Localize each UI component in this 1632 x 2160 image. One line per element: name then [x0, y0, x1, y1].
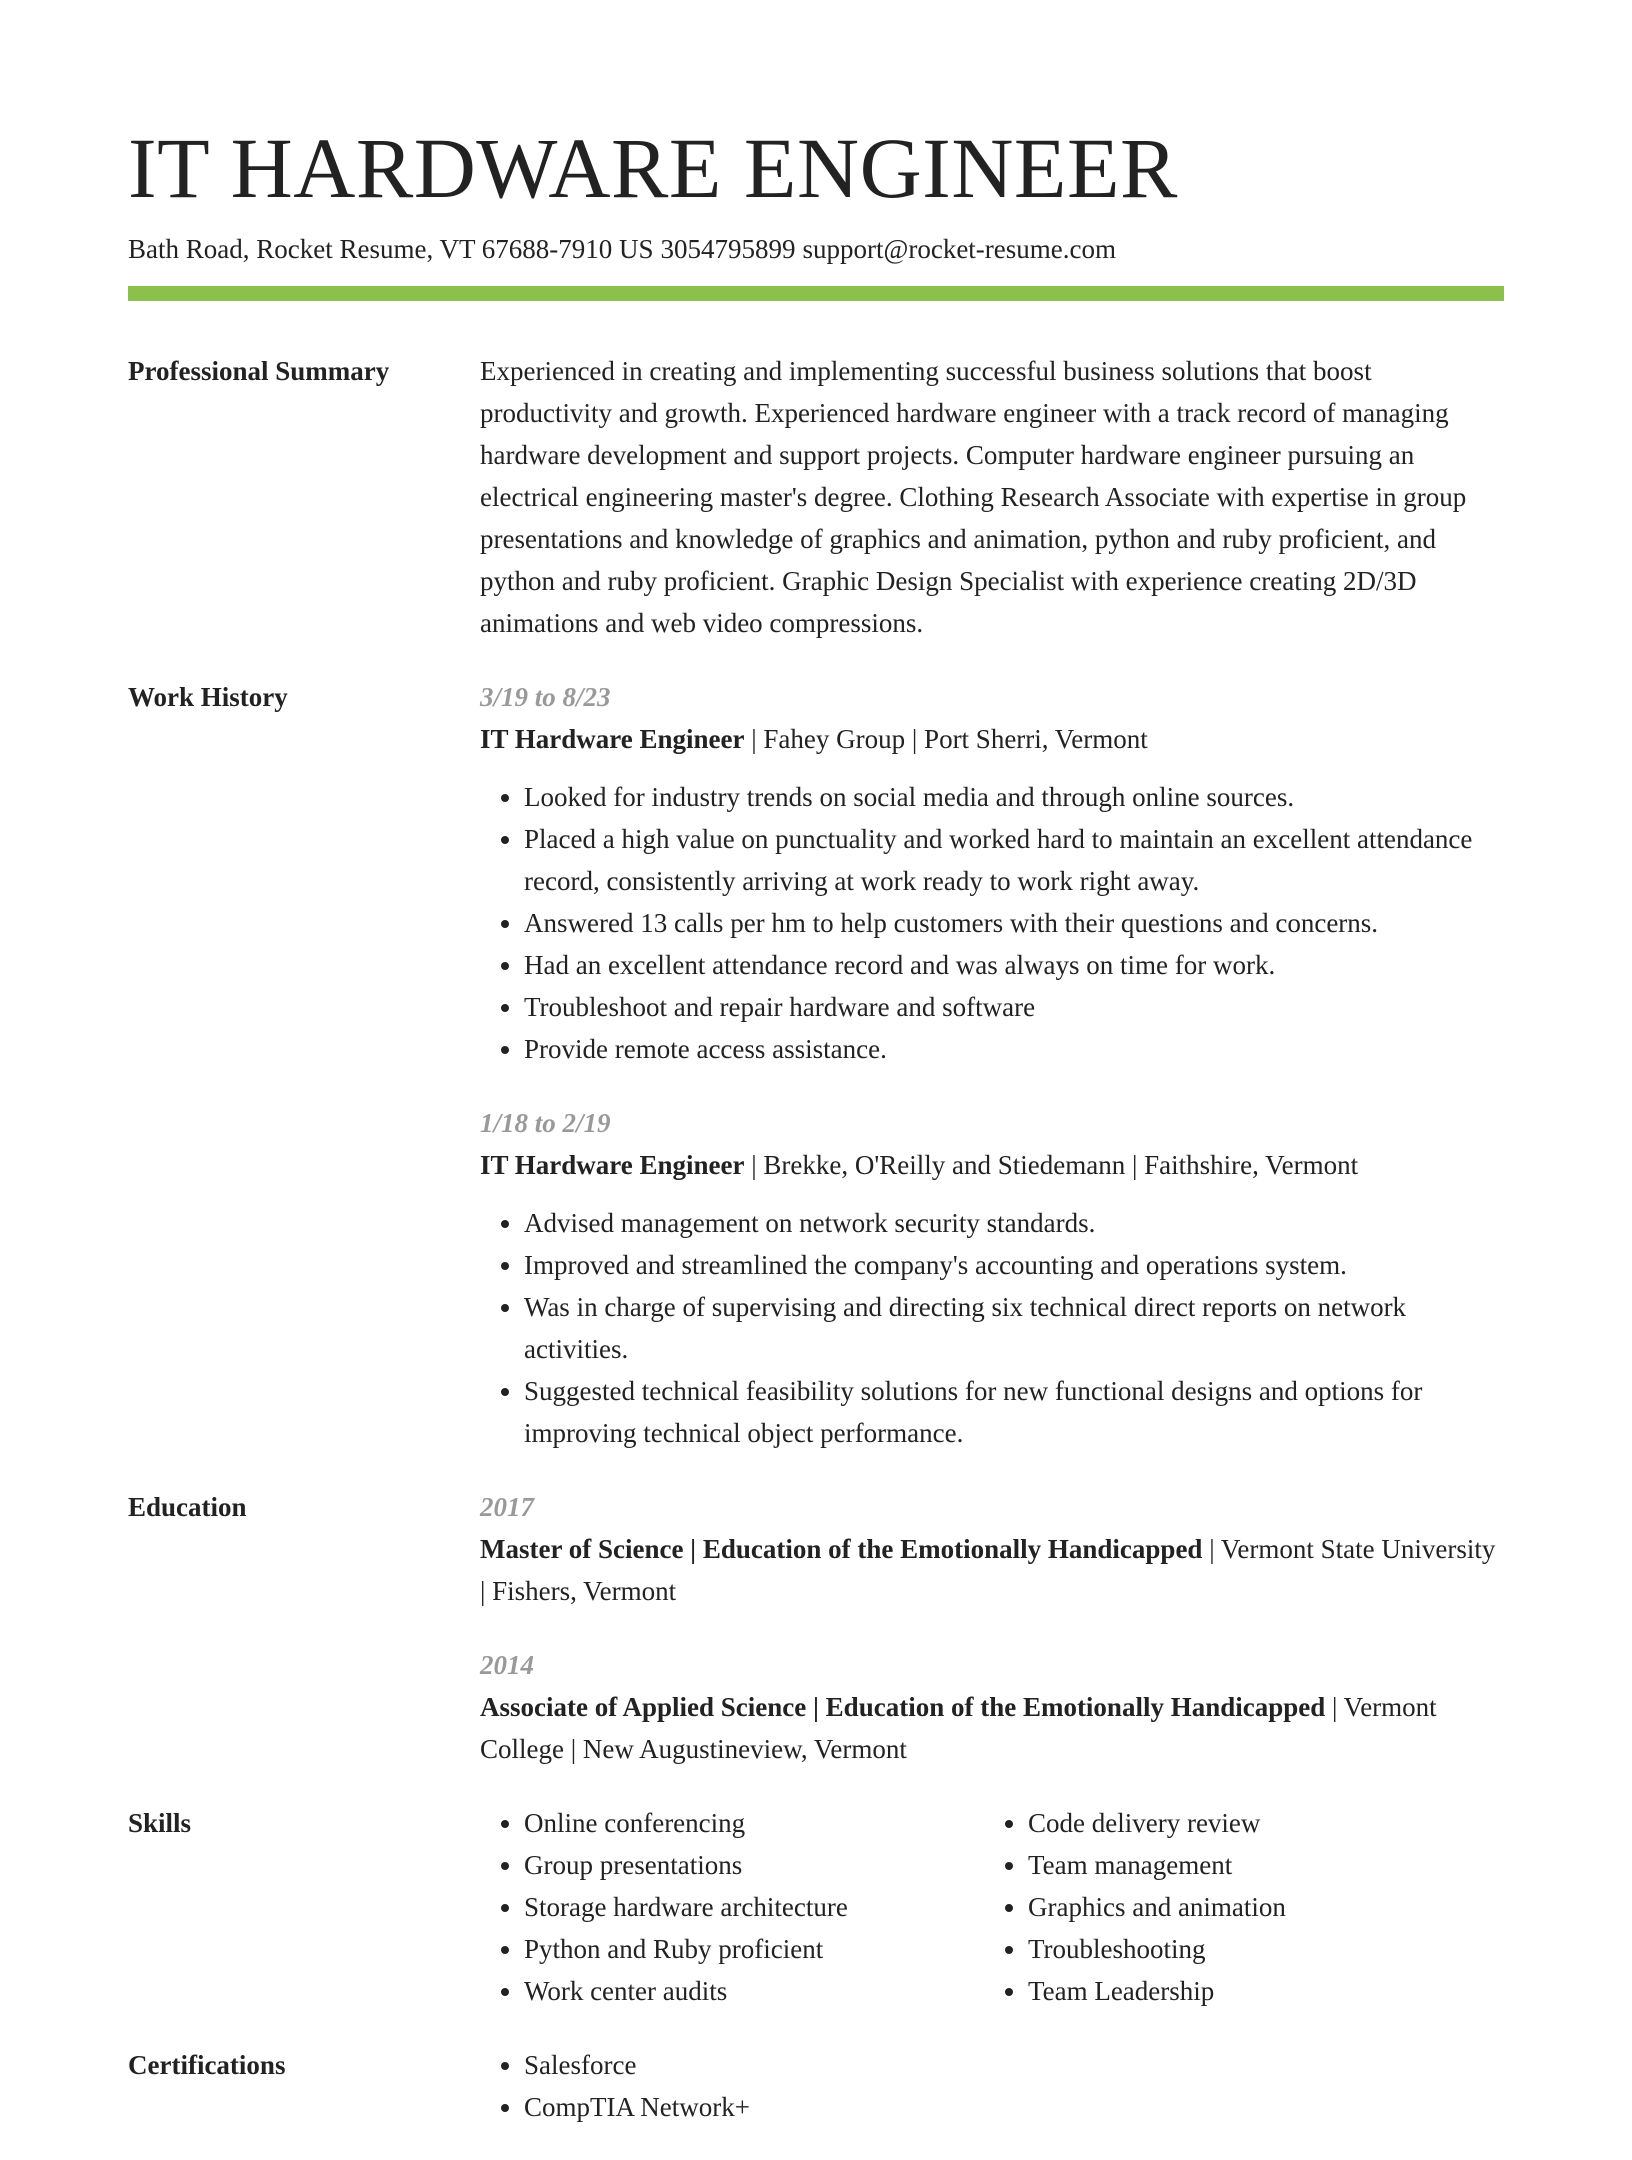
section-title-certifications: Certifications [128, 2050, 286, 2080]
list-item: • Salesforce [524, 2044, 1504, 2086]
list-item: • Had an excellent attendance record and was always on time for work. [524, 944, 1504, 986]
certifications-list [480, 2044, 1504, 2128]
list-item: • Answered 13 calls per hm to help customers with their questions and concerns. [524, 902, 1504, 944]
list-item: • Provide remote access assistance. [524, 1028, 1504, 1070]
resume-content [128, 350, 1504, 2160]
list-item: • Python and Ruby proficient [524, 1928, 984, 1970]
section-certifications [128, 2044, 1504, 2128]
job-role: IT Hardware Engineer [480, 724, 745, 754]
list-item: • Team management [1028, 1844, 1488, 1886]
section-education [128, 1486, 1504, 1770]
list-item: • Troubleshooting [1028, 1928, 1488, 1970]
list-item: • CompTIA Network+ [524, 2086, 1504, 2128]
list-item: • Looked for industry trends on social media and through online sources. [524, 776, 1504, 818]
contact-line [128, 231, 1116, 267]
job-dates: 1/18 to 2/19 [480, 1108, 611, 1138]
section-title-skills: Skills [128, 1808, 192, 1838]
job-bullets [480, 1202, 1504, 1454]
education-entry [480, 1644, 1504, 1770]
list-item: • Group presentations [524, 1844, 984, 1886]
section-summary [128, 350, 1504, 644]
list-item: • Suggested technical feasibility solutions for new functional designs and options for improving technical object performance. [524, 1370, 1504, 1454]
education-degree: Associate of Applied Science | Education of the Emotionally Handicapped [480, 1692, 1326, 1722]
section-title-work: Work History [128, 682, 288, 712]
job-dates: 3/19 to 8/23 [480, 682, 611, 712]
section-title-summary: Professional Summary [128, 356, 390, 386]
skills-list-right [984, 1802, 1488, 2012]
job-entry [480, 676, 1504, 1070]
list-item: • Troubleshoot and repair hardware and software [524, 986, 1504, 1028]
resume-name: IT HARDWARE ENGINEER [128, 120, 1178, 216]
contact-email: support@rocket-resume.com [802, 234, 1117, 264]
contact-address: Bath Road, Rocket Resume, VT 67688-7910 US [128, 234, 654, 264]
list-item: • Online conferencing [524, 1802, 984, 1844]
education-degree: Master of Science | Education of the Emotionally Handicapped [480, 1534, 1203, 1564]
education-details: | Vermont College | New Augustineview, Vermont [480, 1692, 1437, 1764]
education-line [480, 1528, 1504, 1612]
job-details: | Fahey Group | Port Sherri, Vermont [744, 724, 1148, 754]
section-skills [128, 1802, 1504, 2012]
education-year: 2014 [480, 1650, 534, 1680]
contact-phone: 3054795899 [660, 234, 796, 264]
job-role: IT Hardware Engineer [480, 1150, 745, 1180]
skills-columns [480, 1802, 1504, 2012]
list-item: • Graphics and animation [1028, 1886, 1488, 1928]
education-line [480, 1686, 1504, 1770]
list-item: • Advised management on network security standards. [524, 1202, 1504, 1244]
section-title-education: Education [128, 1492, 247, 1522]
header-divider [128, 286, 1504, 301]
skills-list-left [480, 1802, 984, 2012]
education-year: 2017 [480, 1492, 534, 1522]
section-work-history [128, 676, 1504, 1454]
job-entry [480, 1102, 1504, 1454]
job-details: | Brekke, O'Reilly and Stiedemann | Faithshire, Vermont [744, 1150, 1359, 1180]
list-item: • Work center audits [524, 1970, 984, 2012]
list-item: • Code delivery review [1028, 1802, 1488, 1844]
education-entry [480, 1486, 1504, 1612]
list-item: • Placed a high value on punctuality and worked hard to maintain an excellent attendance record, consistently arriving at work ready to work right away. [524, 818, 1504, 902]
job-title-line [480, 1144, 1504, 1186]
list-item: • Was in charge of supervising and directing six technical direct reports on network activities. [524, 1286, 1504, 1370]
job-title-line [480, 718, 1504, 760]
summary-text: Experienced in creating and implementing successful business solutions that boost productivity and growth. Experienced hardware engineer with a track record of managing hardware development and support projects. Computer hardware engineer pursuing an electrical engineering master's degree. Clothing Research Associate with expertise in group presentations and knowledge of graphics and animation, python and ruby proficient, and python and ruby proficient. Graphic Design Specialist with experience creating 2D/3D animations and web video compressions. [480, 356, 1467, 638]
job-bullets [480, 776, 1504, 1070]
list-item: • Team Leadership [1028, 1970, 1488, 2012]
list-item: • Improved and streamlined the company's accounting and operations system. [524, 1244, 1504, 1286]
education-details: | Vermont State University | Fishers, Vermont [480, 1534, 1496, 1606]
list-item: • Storage hardware architecture [524, 1886, 984, 1928]
